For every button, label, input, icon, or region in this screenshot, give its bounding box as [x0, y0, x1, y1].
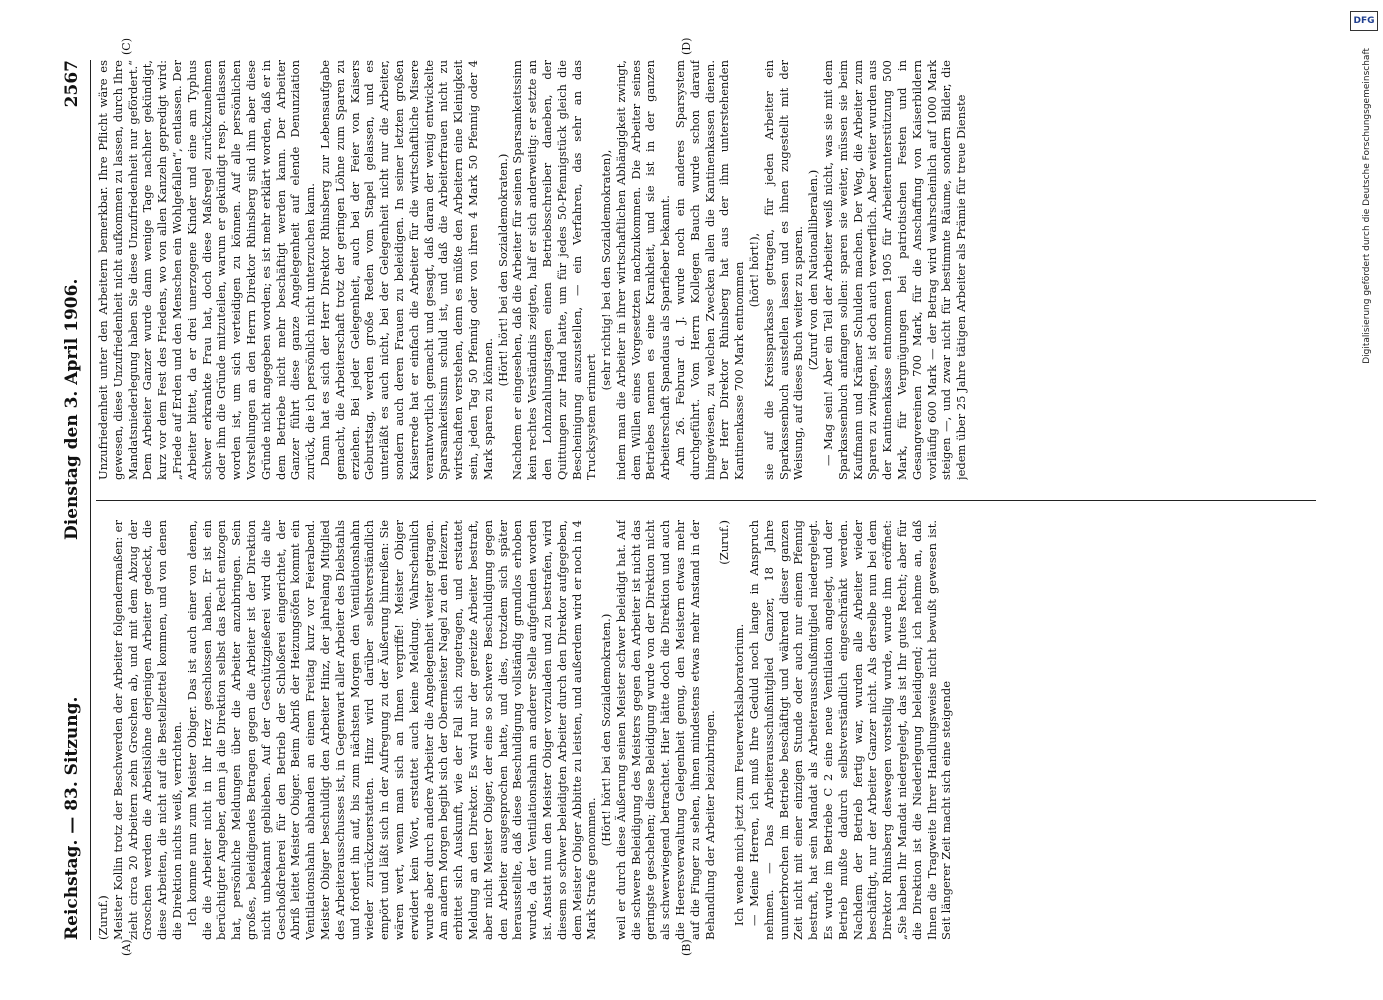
margin-marker-b: (B) [680, 939, 693, 956]
margin-marker-a: (A) [120, 939, 133, 956]
header-left: Reichstag. — 83. Sitzung. [62, 696, 82, 940]
side-credit [1353, 10, 1378, 990]
page-number: 2567 [62, 60, 82, 108]
margin-marker-d: (D) [680, 37, 693, 55]
header-date: Dienstag den 3. April 1906. [62, 278, 82, 540]
paragraph: Am 26. Februar d. J. wurde noch ein anderes Sparsystem durchgeführt. Vom Herrn Kollegen Bauch wurde schon darauf hingewiesen, zu welchen Zwecken allen die Kantinenkassen dienen. Der Herr Direktor Rhinsberg hat aus der ihm unterstehenden Kantinenkasse 700 Mark entnommen [673, 60, 747, 480]
left-column [96, 520, 1316, 940]
paragraph: sie auf die Kreissparkasse getragen, für jeden Arbeiter ein Sparkassenbuch ausstellen lassen und es ihnen zugestellt mit der Weisung, auf dieses Buch weiter zu sparen. [761, 60, 806, 480]
interjection: (Zuruf von den Nationalliberalen.) [806, 169, 821, 371]
column-divider [96, 500, 1316, 501]
page-header [60, 60, 91, 940]
paragraph: — Meine Herren, ich muß Ihre Geduld noch lange in Anspruch nehmen. — Das Arbeiterausschußmitglied Ganzer, 18 Jahre ununterbrochen im Betriebe beschäftigt und während dieser ganzen Zeit nicht mit einer einzigen Stunde oder auch nur einem Pfennig bestraft, hat sein Mandat als Arbeiterausschußmitglied niedergelegt. Es wurde im Betriebe C 2 eine neue Ventilation angelegt, und der Betrieb mußte dadurch selbstverständlich eingeschränkt werden. Nachdem der Betrieb fertig war, wurden alle Arbeiter wieder beschäftigt, nur der Arbeiter Ganzer nicht. Als derselbe nun bei dem Direktor Rhinsberg deswegen vorstellig wurde, wurde ihm eröffnet: „Sie haben Ihr Mandat niedergelegt, das ist Ihr gutes Recht; aber für die Direktion ist die Niederlegung beleidigend; ich nehme an, daß Ihnen die Tragweite Ihrer Handlungsweise nicht bewußt gewesen ist. Seit längerer Zeit macht sich eine steigende [747, 520, 954, 940]
dfg-logo: DFG [1350, 11, 1378, 31]
paragraph: indem man die Arbeiter in ihrer wirtschaftlichen Abhängigkeit zwingt, dem Willen eines Vorgesetzten nachzukommen. Die Arbeiter seines Betriebes nennen es eine Krankheit, und sie ist in der ganzen Arbeiterschaft Spandaus als Sparfieber bekannt. [613, 60, 673, 480]
paragraph: Ich wende mich jetzt zum Feuerwerkslaboratorium. [732, 623, 747, 926]
paragraph: Meister Kollin trotz der Beschwerden der Arbeiter folgendermaßen: er zieht circa 20 Arbeitern zehn Groschen ab, und mit dem Abzug der Groschen werden die Arbeitslöhne derjenigen Arbeiter gedeckt, die diese Arbeiten, die nicht auf die Bestellzettel kommen, und von denen die Direktion nichts weiß, verrichten. [110, 520, 184, 940]
paragraph: — Mag sein! Aber ein Teil der Arbeiter weiß nicht, was sie mit dem Sparkassenbuch anfangen sollen: sparen sie weiter, müssen sie beim Kaufmann und Krämer Schulden machen. Der Weg, die Arbeiter zum Sparen zu zwingen, ist doch auch verwerflich. Aber weiter wurden aus der Kantinenkasse entnommen 1905 für Arbeiterunterstützung 500 Mark, für Vergnügungen bei patriotischen Festen und in Gesangvereinen 700 Mark, für die Anschaffung von Kaiserbildern vorläufig 600 Mark — der Betrag wird wahrscheinlich auf 1000 Mark steigen —, und zwar nicht für bestimmte Räume, sondern Bilder, die jedem über 25 Jahre tätigen Arbeiter als Prämie für treue Dienste [821, 60, 969, 480]
margin-marker-c: (C) [120, 38, 133, 55]
interjection: (Hört! hört! bei den Sozialdemokraten.) [495, 153, 510, 387]
paragraph: (Zuruf.) [96, 895, 110, 940]
interjection: (Hört! hört! bei den Sozialdemokraten.) [599, 613, 614, 847]
paragraph: Nachdem er eingesehen, daß die Arbeiter für seinen Sparsamkeitssinn kein rechtes Verständnis zeigten, half er sich anderweitig: er setzte an den Lohnzahlungstagen einen Betriebsschreiber daneben, der Quittungen zur Hand hatte, um für jedes 50-Pfennigstück gleich die Bescheinigung auszustellen, — ein Verfahren, das sehr an das Trucksystem erinnert [510, 60, 599, 480]
paragraph: Ich komme nun zum Meister Obiger. Das ist auch einer von denen, die die Arbeiter nicht in ihr Herz geschlossen haben. Er ist ein berüchtigter Angeber, denn ja die Direktion selbst das Recht entzogen hat, persönliche Meldungen über die Arbeiter anzubringen. Sein großes, beleidigendes Betragen gegen die Arbeiter ist der Direktion nicht unbekannt geblieben. Auf der Geschützgießerei wird die alte Geschoßdreherei für den Betrieb der Schloßerei eingerichtet, der Abriß leitet Meister Obiger. Beim Abriß der Heizungsöfen kommt ein Ventilationshahn abhanden an einem Freitag kurz vor Feierabend. Meister Obiger beschuldigt den Arbeiter Hinz, der jahrelang Mitglied des Arbeiterausschusses ist, in Gegenwart aller Arbeiter des Diebstahls und fordert ihn auf, bis zum nächsten Morgen den Ventilationshahn wieder zurückzuerstatten. Hinz wird darüber selbstverständlich empört und läßt sich in der Aufregung zu der Äußerung hinreißen: Sie wären wert, wenn man sich an Ihnen vergriffe! Meister Obiger erwidert kein Wort, erstattet auch keine Meldung. Wahrscheinlich wurde aber durch andere Arbeiter die Angelegenheit weiter getragen. Am andern Morgen begibt sich der Obermeister Nagel zu den Heizern, erbittet sich Auskunft, wie der Fall sich zugetragen, und erstattet Meldung an den Direktor. Es wird nur der gereizte Arbeiter bestraft, aber nicht Meister Obiger, der eine so schwere Beschuldigung gegen den Arbeiter ausgesprochen hatte, und dies, trotzdem sich später herausstellte, daß diese Beschuldigung vollständig grundlos erhoben wurde, da der Ventilationshahn an anderer Stelle aufgefunden worden ist. Anstatt nun den Meister Obiger vorzuladen und zu bestrafen, wird diesem so schwer beleidigten Arbeiter durch den Direktor aufgegeben, dem Meister Obiger Abbitte zu leisten, und außerdem wird er noch in 4 Mark Strafe genommen. [184, 520, 599, 940]
paragraph: weil er durch diese Äußerung seinen Meister schwer beleidigt hat. Auf die schwere Beleidigung des Meisters gegen den Arbeiter ist nicht das geringste geschehen; diese Beleidigung wurde von der Direktion nicht als schwerwiegend betrachtet. Hier hätte doch die Direktion und auch die Heeresverwaltung Gelegenheit genug, den Meistern etwas mehr auf die Finger zu sehen, ihnen mindestens etwas mehr Anstand in der Behandlung der Arbeiter beizubringen. [613, 520, 717, 940]
funding-credit: Digitalisierung gefördert durch die Deutsche Forschungsgemeinschaft [1362, 48, 1372, 364]
paragraph: Dann hat es sich der Herr Direktor Rhinsberg zur Lebensaufgabe gemacht, die Arbeiterschaft trotz der geringen Löhne zum Sparen zu erziehen. Bei jeder Gelegenheit, auch bei der Feier von Kaisers Geburtstag, werden große Reden vom Stapel gelassen, und es unterläßt es auch nicht, bei der Gelegenheit nicht nur die Arbeiter, sondern auch deren Frauen zu beleidigen. In seiner letzten großen Kaiserrede hat er einfach die Arbeiter für die wirtschaftliche Misere verantwortlich gemacht und gesagt, daß daran der wenig entwickelte Sparsamkeitssinn schuld ist, und daß die Arbeiterfrauen nicht zu wirtschaften verstehen, denn es müßte den Arbeitern eine Kleinigkeit sein, jeden Tag 50 Pfennig oder von ihren 4 Mark 50 Pfennig oder 4 Mark sparen zu können. [317, 60, 495, 480]
interjection: (hört! hört!), [747, 232, 762, 308]
paragraph: Unzufriedenheit unter den Arbeitern bemerkbar. Ihre Pflicht wäre es gewesen, diese Unzufriedenheit nicht aufkommen zu lassen, durch Ihre Mandatsniederlegung haben Sie diese Unzufriedenheit nur gefördert.“ Dem Arbeiter Ganzer wurde dann wenige Tage nachher gekündigt, kurz vor dem Fest des Friedens, wo von allen Kanzeln gepredigt wird: „Friede auf Erden und den Menschen ein Wohlgefallen“, entlassen. Der Arbeiter bittet, da er drei unerzogene Kinder und eine am Typhus schwer erkrankte Frau hat, doch diese Maßregel zurückzunehmen oder ihm die Gründe mitzuteilen, warum er gekündigt resp. entlassen worden ist, um sich verteidigen zu können. Auf alle persönlichen Vorstellungen an den Herrn Direktor Rhinsberg sind ihm aber diese Gründe nicht angegeben worden; es ist mehr erklärt worden, daß er in dem Betriebe nicht mehr beschäftigt werden kann. Der Arbeiter Ganzer führt diese ganze Angelegenheit auf elende Denunziation zurück, die ich persönlich nicht unterzuchen kann. [96, 60, 318, 480]
right-column [96, 60, 1316, 480]
interjection: (Zuruf.) [717, 520, 732, 565]
interjection: (sehr richtig! bei den Sozialdemokraten), [599, 149, 614, 391]
